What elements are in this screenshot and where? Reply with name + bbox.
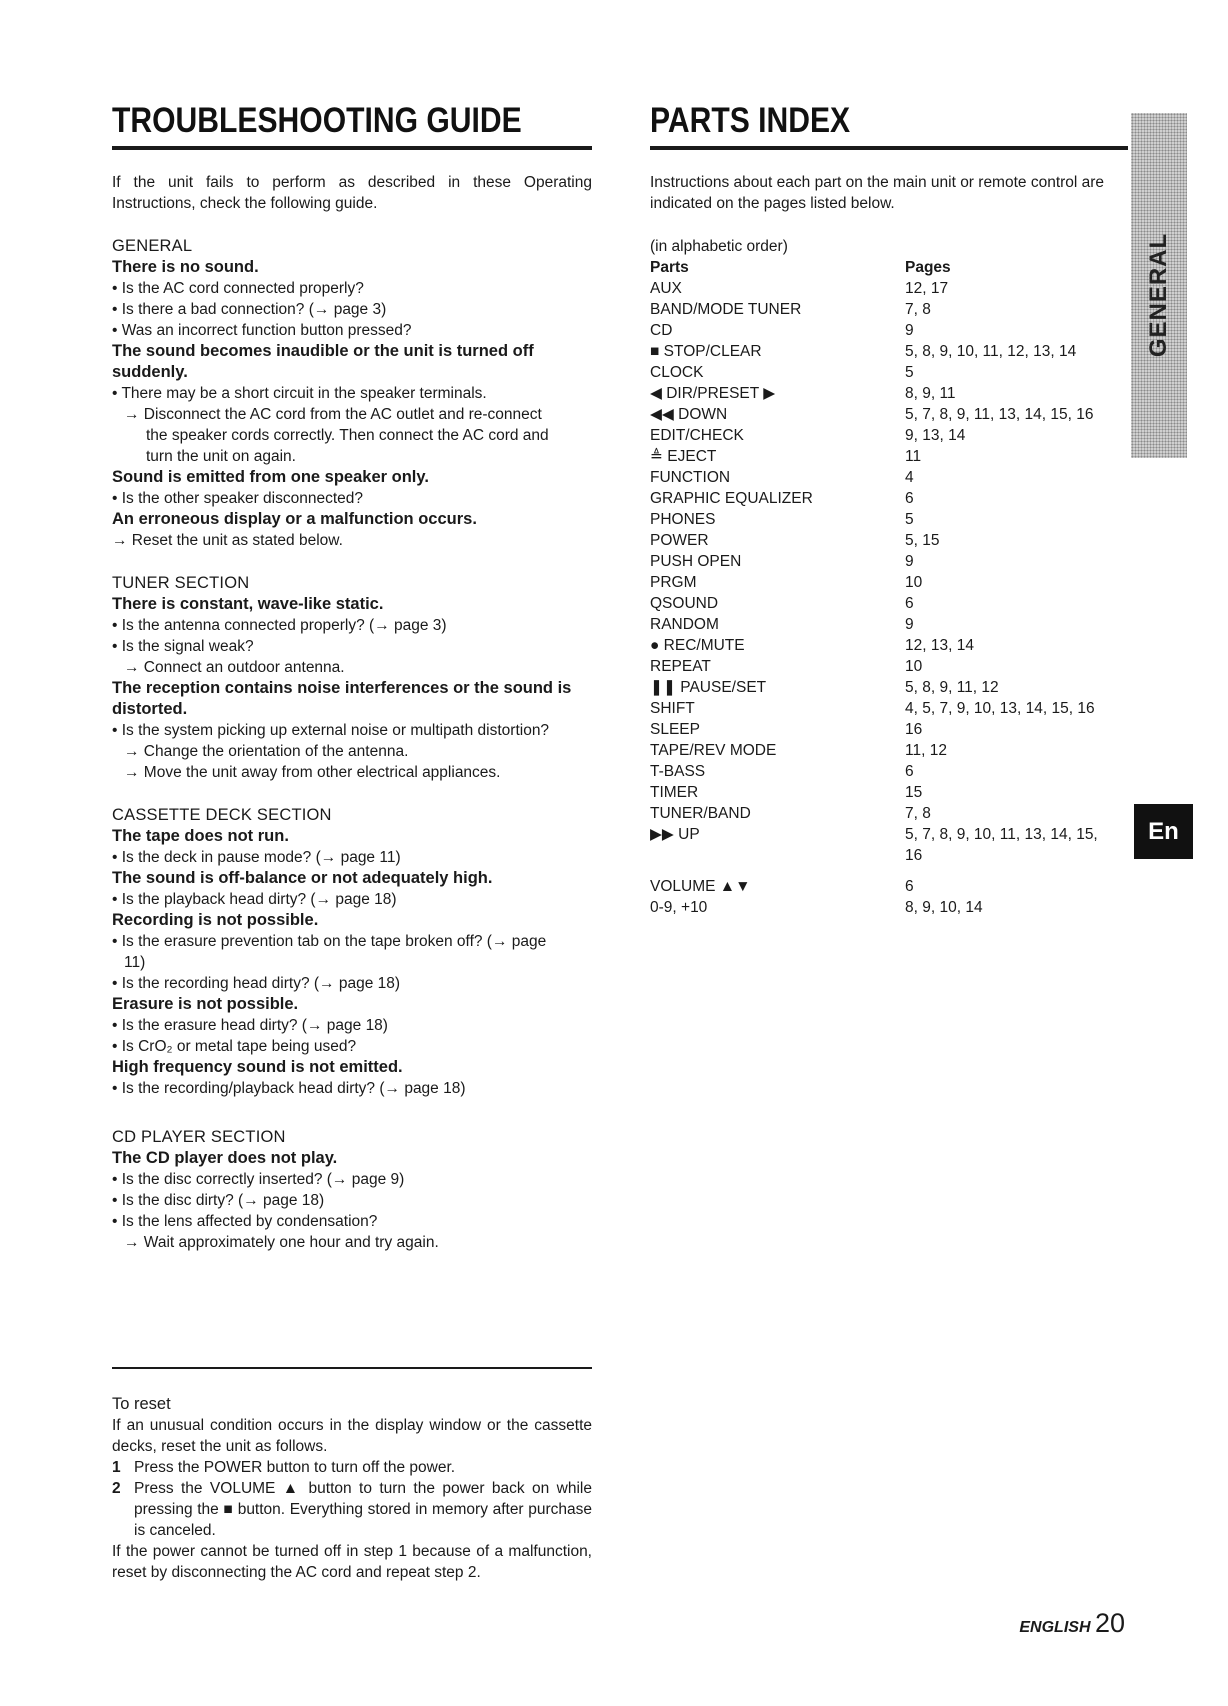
cassette-q1-bullet-1: • Is the deck in pause mode? (→ page 11) [112, 849, 401, 866]
general-q2-remedy-1-cont-2: turn the unit on again. [146, 448, 296, 465]
general-q2-bullet-1: • There may be a short circuit in the speaker terminals. [112, 385, 487, 402]
part-pages: 9 [905, 553, 914, 570]
part-pages: 11 [905, 448, 922, 465]
general-q2-remedy-1: → Disconnect the AC cord from the AC outlet and re-connect [124, 406, 542, 423]
general-question-2: The sound becomes inaudible or the unit is turned off suddenly. [112, 342, 534, 381]
part-name: PUSH OPEN [650, 553, 742, 570]
page-footer [1005, 1608, 1125, 1639]
part-pages: 12, 17 [905, 280, 949, 297]
troubleshooting-intro: If the unit fails to perform as described in these Operating Instructions, check the following guide. [112, 174, 592, 212]
parts-table-row [650, 593, 1130, 614]
general-tab [1131, 232, 1187, 358]
cassette-q5-bullet-1: • Is the recording/playback head dirty? (→ page 18) [112, 1080, 466, 1097]
parts-table-row [650, 897, 1130, 918]
parts-table-row [650, 761, 1130, 782]
cd-q1-bullet-3: • Is the lens affected by condensation? [112, 1213, 378, 1230]
part-pages: 9, 13, 14 [905, 427, 966, 444]
part-name: FUNCTION [650, 469, 731, 486]
parts-index-title: PARTS INDEX [650, 101, 851, 140]
parts-index-title-rule [650, 146, 1128, 150]
part-pages: 7, 8 [905, 301, 931, 318]
part-pages: 8, 9, 10, 14 [905, 899, 983, 916]
part-name: GRAPHIC EQUALIZER [650, 490, 813, 507]
tuner-q1-bullet-2: • Is the signal weak? [112, 638, 254, 655]
part-name: ▶▶ UP [650, 826, 700, 843]
troubleshooting-column [112, 100, 592, 1253]
part-name: ≜ EJECT [650, 448, 717, 465]
part-name: VOLUME ▲▼ [650, 878, 751, 895]
parts-table-row [650, 383, 1130, 404]
part-pages: 6 [905, 490, 914, 507]
reset-step-1-text: Press the POWER button to turn off the power. [134, 1459, 456, 1476]
tuner-q2-remedy-1: → Change the orientation of the antenna. [124, 743, 409, 760]
general-question-4: An erroneous display or a malfunction occurs. [112, 510, 477, 528]
cassette-q2-bullet-1: • Is the playback head dirty? (→ page 18) [112, 891, 397, 908]
cassette-q3-bullet-2: • Is the recording head dirty? (→ page 18) [112, 975, 401, 992]
parts-table-body [650, 278, 1130, 845]
part-name: RANDOM [650, 616, 719, 633]
part-pages: 9 [905, 322, 914, 339]
cassette-question-1: The tape does not run. [112, 827, 289, 845]
part-pages: 6 [905, 763, 914, 780]
cassette-q4-bullet-1: • Is the erasure head dirty? (→ page 18) [112, 1017, 388, 1034]
parts-table-row [650, 551, 1130, 572]
cassette-q3-bullet-1-cont: 11) [124, 954, 146, 971]
parts-table-row [650, 320, 1130, 341]
reset-intro: If an unusual condition occurs in the display window or the cassette decks, reset the unit as follows. [112, 1417, 592, 1455]
parts-table [650, 236, 1130, 918]
part-name: QSOUND [650, 595, 719, 612]
part-pages: 5, 7, 8, 9, 10, 11, 13, 14, 15, [905, 826, 1098, 843]
tuner-question-1: There is constant, wave-like static. [112, 595, 384, 613]
part-pages: 5, 7, 8, 9, 11, 13, 14, 15, 16 [905, 406, 1094, 423]
parts-index-intro: Instructions about each part on the main unit or remote control are indicated on the pages listed below. [650, 174, 1105, 212]
part-pages: 15 [905, 784, 923, 801]
part-name: PRGM [650, 574, 697, 591]
general-q2-remedy-1-cont-1: the speaker cords correctly. Then connect the AC cord and [146, 427, 549, 444]
tuner-section [112, 572, 592, 783]
general-q3-bullet-1: • Is the other speaker disconnected? [112, 490, 363, 507]
part-name: 0-9, +10 [650, 899, 708, 916]
parts-table-row [650, 404, 1130, 425]
reset-step-2 [112, 1478, 592, 1541]
part-pages: 10 [905, 658, 923, 675]
parts-table-row [650, 362, 1130, 383]
footer-language: ENGLISH [1019, 1619, 1091, 1636]
general-section [112, 235, 592, 551]
cassette-question-4: Erasure is not possible. [112, 995, 299, 1013]
cassette-question-5: High frequency sound is not emitted. [112, 1058, 403, 1076]
troubleshooting-title: TROUBLESHOOTING GUIDE [112, 101, 522, 140]
cd-section [112, 1126, 592, 1253]
reset-title: To reset [112, 1395, 171, 1413]
parts-table-row [650, 740, 1130, 761]
part-name: ❚❚ PAUSE/SET [650, 679, 767, 696]
parts-table-row [650, 446, 1130, 467]
part-name: EDIT/CHECK [650, 427, 744, 444]
reset-step-1-number: 1 [112, 1459, 121, 1476]
parts-table-row [650, 719, 1130, 740]
part-pages: 5 [905, 511, 914, 528]
cd-q1-bullet-1: • Is the disc correctly inserted? (→ page 9) [112, 1171, 405, 1188]
part-pages: 7, 8 [905, 805, 931, 822]
tuner-q2-remedy-2: → Move the unit away from other electrical appliances. [124, 764, 501, 781]
part-name: ● REC/MUTE [650, 637, 745, 654]
general-tab-label: GENERAL [1145, 232, 1172, 358]
cassette-section-title: CASSETTE DECK SECTION [112, 806, 332, 824]
parts-table-row [650, 876, 1130, 897]
general-section-title: GENERAL [112, 237, 193, 255]
general-q4-remedy-1: → Reset the unit as stated below. [112, 532, 343, 549]
parts-column-header: Parts [650, 259, 689, 276]
part-name: ■ STOP/CLEAR [650, 343, 762, 360]
part-name: SHIFT [650, 700, 695, 717]
cd-section-title: CD PLAYER SECTION [112, 1128, 286, 1146]
part-pages: 6 [905, 878, 914, 895]
parts-table-row [650, 278, 1130, 299]
reset-divider [112, 1367, 592, 1369]
cd-question-1: The CD player does not play. [112, 1149, 338, 1167]
part-pages: 4 [905, 469, 914, 486]
part-pages: 9 [905, 616, 914, 633]
parts-table-header [650, 257, 1130, 278]
tuner-q1-bullet-1: • Is the antenna connected properly? (→ page 3) [112, 617, 447, 634]
parts-table-row [650, 488, 1130, 509]
cassette-q3-bullet-1: • Is the erasure prevention tab on the tape broken off? (→ page [112, 933, 547, 950]
part-name: PHONES [650, 511, 716, 528]
parts-table-row [650, 530, 1130, 551]
part-name: CLOCK [650, 364, 704, 381]
parts-table-row [650, 341, 1130, 362]
parts-table-row [650, 425, 1130, 446]
parts-table-row-continuation [650, 845, 1130, 866]
cd-q1-remedy-1: → Wait approximately one hour and try again. [124, 1234, 439, 1251]
reset-outro: If the power cannot be turned off in step 1 because of a malfunction, reset by disconnecting the AC cord and repeat step 2. [112, 1543, 592, 1581]
general-q1-bullet-2: • Is there a bad connection? (→ page 3) [112, 301, 387, 318]
parts-table-row [650, 614, 1130, 635]
parts-table-row [650, 635, 1130, 656]
cassette-section [112, 804, 592, 1099]
part-pages: 12, 13, 14 [905, 637, 974, 654]
page-number: 20 [1094, 1608, 1125, 1638]
general-question-1: There is no sound. [112, 258, 259, 276]
troubleshooting-title-rule [112, 146, 592, 150]
tuner-q2-bullet-1: • Is the system picking up external noise or multipath distortion? [112, 722, 550, 739]
reset-step-2-number: 2 [112, 1480, 121, 1497]
part-pages: 5, 8, 9, 10, 11, 12, 13, 14 [905, 343, 1077, 360]
part-pages: 5, 15 [905, 532, 940, 549]
parts-table-row [650, 509, 1130, 530]
part-name: REPEAT [650, 658, 711, 675]
part-name: ◀ DIR/PRESET ▶ [650, 385, 776, 402]
general-question-3: Sound is emitted from one speaker only. [112, 468, 429, 486]
part-name: CD [650, 322, 673, 339]
part-pages: 8, 9, 11 [905, 385, 956, 402]
parts-table-row [650, 467, 1130, 488]
cd-q1-bullet-2: • Is the disc dirty? (→ page 18) [112, 1192, 325, 1209]
part-pages: 16 [905, 721, 923, 738]
up-pages-continuation: 16 [905, 847, 923, 864]
pages-column-header: Pages [905, 259, 951, 276]
part-pages: 5, 8, 9, 11, 12 [905, 679, 999, 696]
cassette-q4-bullet-2: • Is CrO₂ or metal tape being used? [112, 1038, 357, 1055]
part-name: POWER [650, 532, 709, 549]
cassette-question-2: The sound is off-balance or not adequately high. [112, 869, 493, 887]
language-tab-en: En [1134, 804, 1193, 859]
parts-table-row [650, 299, 1130, 320]
parts-table-row [650, 698, 1130, 719]
tuner-question-2: The reception contains noise interferences or the sound is distorted. [112, 679, 572, 718]
general-q1-bullet-3: • Was an incorrect function button pressed? [112, 322, 412, 339]
reset-box [112, 1394, 592, 1583]
part-pages: 4, 5, 7, 9, 10, 13, 14, 15, 16 [905, 700, 1095, 717]
part-name: T-BASS [650, 763, 706, 780]
cassette-question-3: Recording is not possible. [112, 911, 319, 929]
part-pages: 10 [905, 574, 923, 591]
parts-table-row [650, 572, 1130, 593]
reset-step-1 [112, 1457, 592, 1478]
general-q1-bullet-1: • Is the AC cord connected properly? [112, 280, 364, 297]
parts-table-row [650, 782, 1130, 803]
part-pages: 6 [905, 595, 914, 612]
part-pages: 11, 12 [905, 742, 947, 759]
reset-step-2-text: Press the VOLUME ▲ button to turn the power back on while pressing the ■ button. Everything stored in memory after purchase is canceled. [134, 1480, 592, 1539]
parts-order-note: (in alphabetic order) [650, 238, 788, 255]
part-name: BAND/MODE TUNER [650, 301, 802, 318]
parts-table-row [650, 824, 1130, 845]
part-name: TUNER/BAND [650, 805, 751, 822]
parts-table-row [650, 677, 1130, 698]
parts-table-row [650, 656, 1130, 677]
part-pages: 5 [905, 364, 914, 381]
part-name: TAPE/REV MODE [650, 742, 777, 759]
tuner-q1-remedy-1: → Connect an outdoor antenna. [124, 659, 345, 676]
parts-table-body-2 [650, 876, 1130, 918]
part-name: SLEEP [650, 721, 700, 738]
part-name: AUX [650, 280, 682, 297]
parts-index-column [650, 100, 1130, 918]
part-name: ◀◀ DOWN [650, 406, 728, 423]
part-name: TIMER [650, 784, 699, 801]
parts-table-row [650, 803, 1130, 824]
tuner-section-title: TUNER SECTION [112, 574, 250, 592]
